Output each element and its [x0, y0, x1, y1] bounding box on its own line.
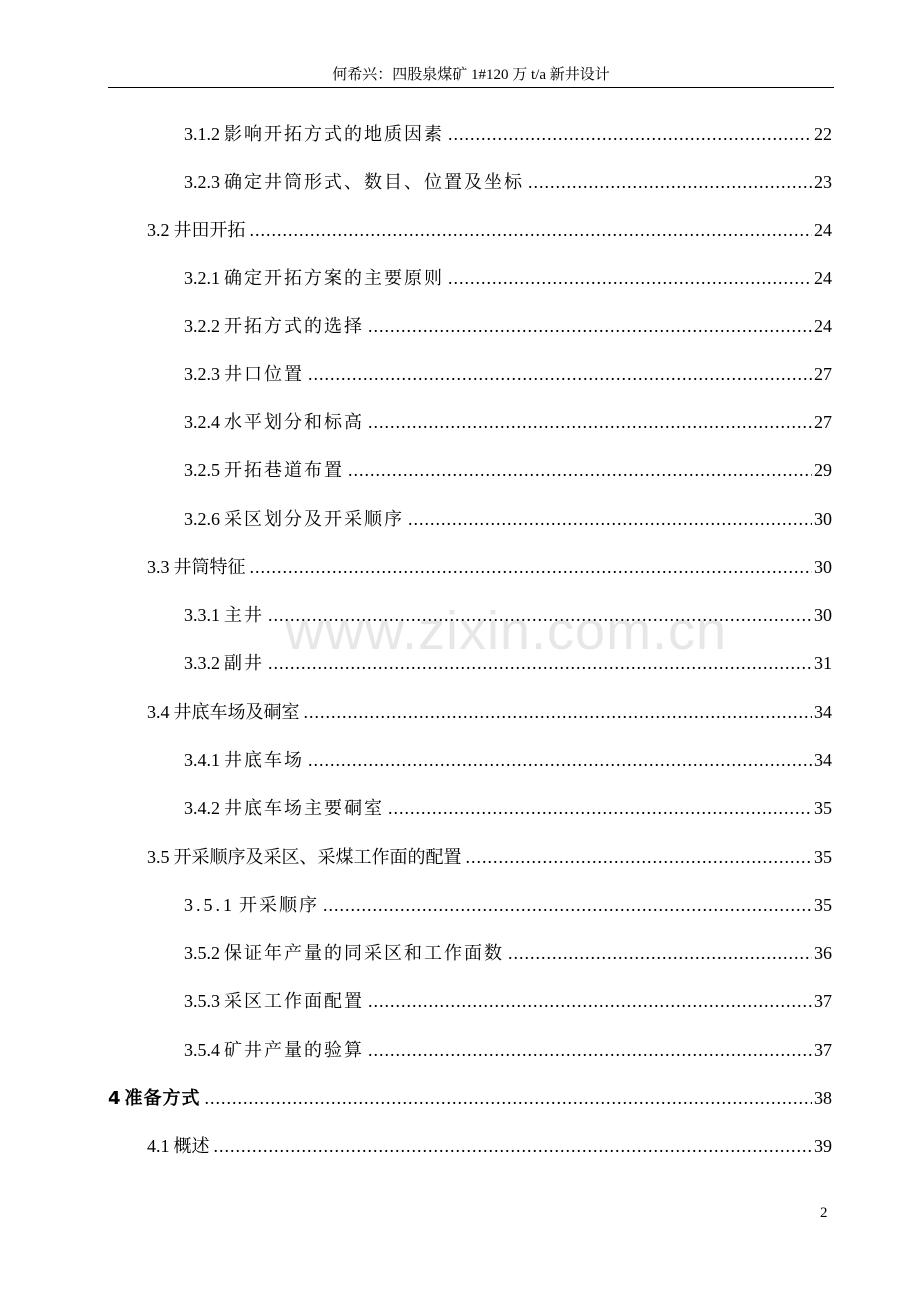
toc-leader-dots	[348, 458, 812, 482]
toc-leader-dots	[368, 989, 812, 1013]
toc-entry-page: 30	[814, 605, 832, 625]
toc-entry[interactable]	[184, 170, 832, 196]
toc-entry-number: 3.5.3	[184, 991, 220, 1011]
toc-entry-number: 3.2.3	[184, 364, 220, 384]
toc-entry-page: 31	[814, 653, 832, 673]
toc-entry-page: 37	[814, 1040, 832, 1060]
toc-entry[interactable]	[184, 122, 832, 148]
toc-entry-title: 井筒特征	[173, 557, 246, 577]
toc-entry-title: 副井	[224, 653, 264, 673]
toc-entry-page: 35	[814, 847, 832, 867]
toc-entry[interactable]	[147, 845, 832, 871]
toc-entry-title: 矿井产量的验算	[224, 1040, 364, 1060]
toc-entry-page: 34	[814, 702, 832, 722]
toc-entry[interactable]	[147, 555, 832, 581]
header-title: 何希兴：四股泉煤矿 1#120 万 t/a 新井设计	[332, 67, 610, 83]
toc-entry-page: 24	[814, 220, 832, 240]
toc-entry-number: 3.2.3	[184, 172, 220, 192]
toc-leader-dots	[205, 1086, 812, 1110]
toc-entry-number: 3.5	[147, 847, 170, 867]
toc-entry-page: 24	[814, 268, 832, 288]
toc-entry[interactable]	[184, 748, 832, 774]
toc-entry-number: 3.2.5	[184, 460, 220, 480]
toc-leader-dots	[448, 266, 812, 290]
toc-leader-dots	[323, 893, 812, 917]
toc-entry[interactable]	[184, 989, 832, 1015]
toc-entry[interactable]	[184, 314, 832, 340]
toc-entry-page: 22	[814, 124, 832, 144]
toc-leader-dots	[508, 941, 812, 965]
toc-entry-title: 确定井筒形式、数目、位置及坐标	[224, 172, 524, 192]
toc-entry-title: 井底车场	[224, 750, 304, 770]
toc-entry[interactable]	[184, 507, 832, 533]
toc-entry-page: 36	[814, 943, 832, 963]
toc-entry-title: 保证年产量的同采区和工作面数	[224, 943, 504, 963]
toc-entry-title: 主井	[224, 605, 264, 625]
toc-entry-title: 概述	[173, 1136, 210, 1156]
toc-entry[interactable]	[184, 410, 832, 436]
toc-entry-number: 3.5.2	[184, 943, 220, 963]
toc-entry-number: 3.2.6	[184, 509, 220, 529]
toc-leader-dots	[308, 362, 812, 386]
toc-leader-dots	[304, 700, 813, 724]
toc-entry-title: 确定开拓方案的主要原则	[224, 268, 444, 288]
toc-leader-dots	[368, 314, 812, 338]
toc-entry-title: 开拓方式的选择	[224, 316, 364, 336]
toc-entry-number: 3.2.4	[184, 412, 220, 432]
page-number: 2	[820, 1205, 828, 1221]
toc-entry[interactable]	[184, 893, 832, 919]
toc-entry-title: 井口位置	[224, 364, 304, 384]
toc-entry-page: 27	[814, 412, 832, 432]
toc-entry-page: 27	[814, 364, 832, 384]
toc-leader-dots	[214, 1134, 813, 1158]
toc-entry-title: 开拓巷道布置	[224, 460, 344, 480]
toc-entry-number: 3.2.1	[184, 268, 220, 288]
toc-entry[interactable]	[184, 603, 832, 629]
toc-leader-dots	[268, 603, 812, 627]
toc-leader-dots	[368, 1038, 812, 1062]
toc-entry-number: 3.4.1	[184, 750, 220, 770]
toc-entry-number: 3.1.2	[184, 124, 220, 144]
toc-leader-dots	[528, 170, 812, 194]
toc-entry[interactable]	[108, 1086, 832, 1112]
toc-entry[interactable]	[184, 458, 832, 484]
toc-leader-dots	[308, 748, 812, 772]
toc-entry-title: 井底车场及硐室	[173, 702, 300, 722]
toc-entry[interactable]	[184, 266, 832, 292]
toc-entry-title: 井田开拓	[173, 220, 246, 240]
toc-entry-page: 30	[814, 509, 832, 529]
toc-entry-title: 开采顺序	[239, 895, 319, 915]
toc-entry[interactable]	[184, 362, 832, 388]
toc-leader-dots	[408, 507, 812, 531]
toc-entry-title: 水平划分和标高	[224, 412, 364, 432]
toc-entry-page: 24	[814, 316, 832, 336]
toc-entry[interactable]	[147, 700, 832, 726]
toc-entry-number: 3.3.2	[184, 653, 220, 673]
toc-entry-number: 3.4	[147, 702, 170, 722]
toc-leader-dots	[250, 555, 813, 579]
toc-entry-page: 23	[814, 172, 832, 192]
toc-entry-title: 井底车场主要硐室	[224, 798, 384, 818]
toc-entry[interactable]	[147, 1134, 832, 1160]
toc-entry-number: 4.1	[147, 1136, 170, 1156]
toc-entry-page: 39	[814, 1136, 832, 1156]
toc-leader-dots	[250, 218, 813, 242]
toc-entry-number: 4	[108, 1088, 121, 1109]
toc-entry[interactable]	[184, 796, 832, 822]
toc-leader-dots	[268, 651, 812, 675]
toc-entry-page: 37	[814, 991, 832, 1011]
toc-leader-dots	[466, 845, 813, 869]
toc-entry-title: 开采顺序及采区、采煤工作面的配置	[173, 847, 462, 867]
watermark: www.zixin.com.cn	[285, 601, 728, 661]
toc-entry-number: 3.3	[147, 557, 170, 577]
toc-entry[interactable]	[147, 218, 832, 244]
toc-entry-title: 采区划分及开采顺序	[224, 509, 404, 529]
toc-leader-dots	[368, 410, 812, 434]
toc-entry[interactable]	[184, 1038, 832, 1064]
toc-entry-title: 采区工作面配置	[224, 991, 364, 1011]
toc-entry-page: 29	[814, 460, 832, 480]
toc-entry-title: 准备方式	[124, 1088, 201, 1109]
toc-entry-number: 3.4.2	[184, 798, 220, 818]
toc-entry-number: 3.2	[147, 220, 170, 240]
toc-leader-dots	[388, 796, 812, 820]
toc-entry-page: 30	[814, 557, 832, 577]
toc-entry-title: 影响开拓方式的地质因素	[224, 124, 444, 144]
toc-entry-page: 34	[814, 750, 832, 770]
toc-leader-dots	[448, 122, 812, 146]
toc-entry[interactable]	[184, 651, 832, 677]
toc-entry-number: 3.2.2	[184, 316, 220, 336]
toc-entry[interactable]	[184, 941, 832, 967]
toc-entry-number: 3.5.4	[184, 1040, 220, 1060]
toc-entry-page: 38	[814, 1088, 832, 1108]
toc-entry-number: 3.3.1	[184, 605, 220, 625]
toc-entry-number: 3.5.1	[184, 895, 235, 915]
toc-entry-page: 35	[814, 895, 832, 915]
toc-entry-page: 35	[814, 798, 832, 818]
